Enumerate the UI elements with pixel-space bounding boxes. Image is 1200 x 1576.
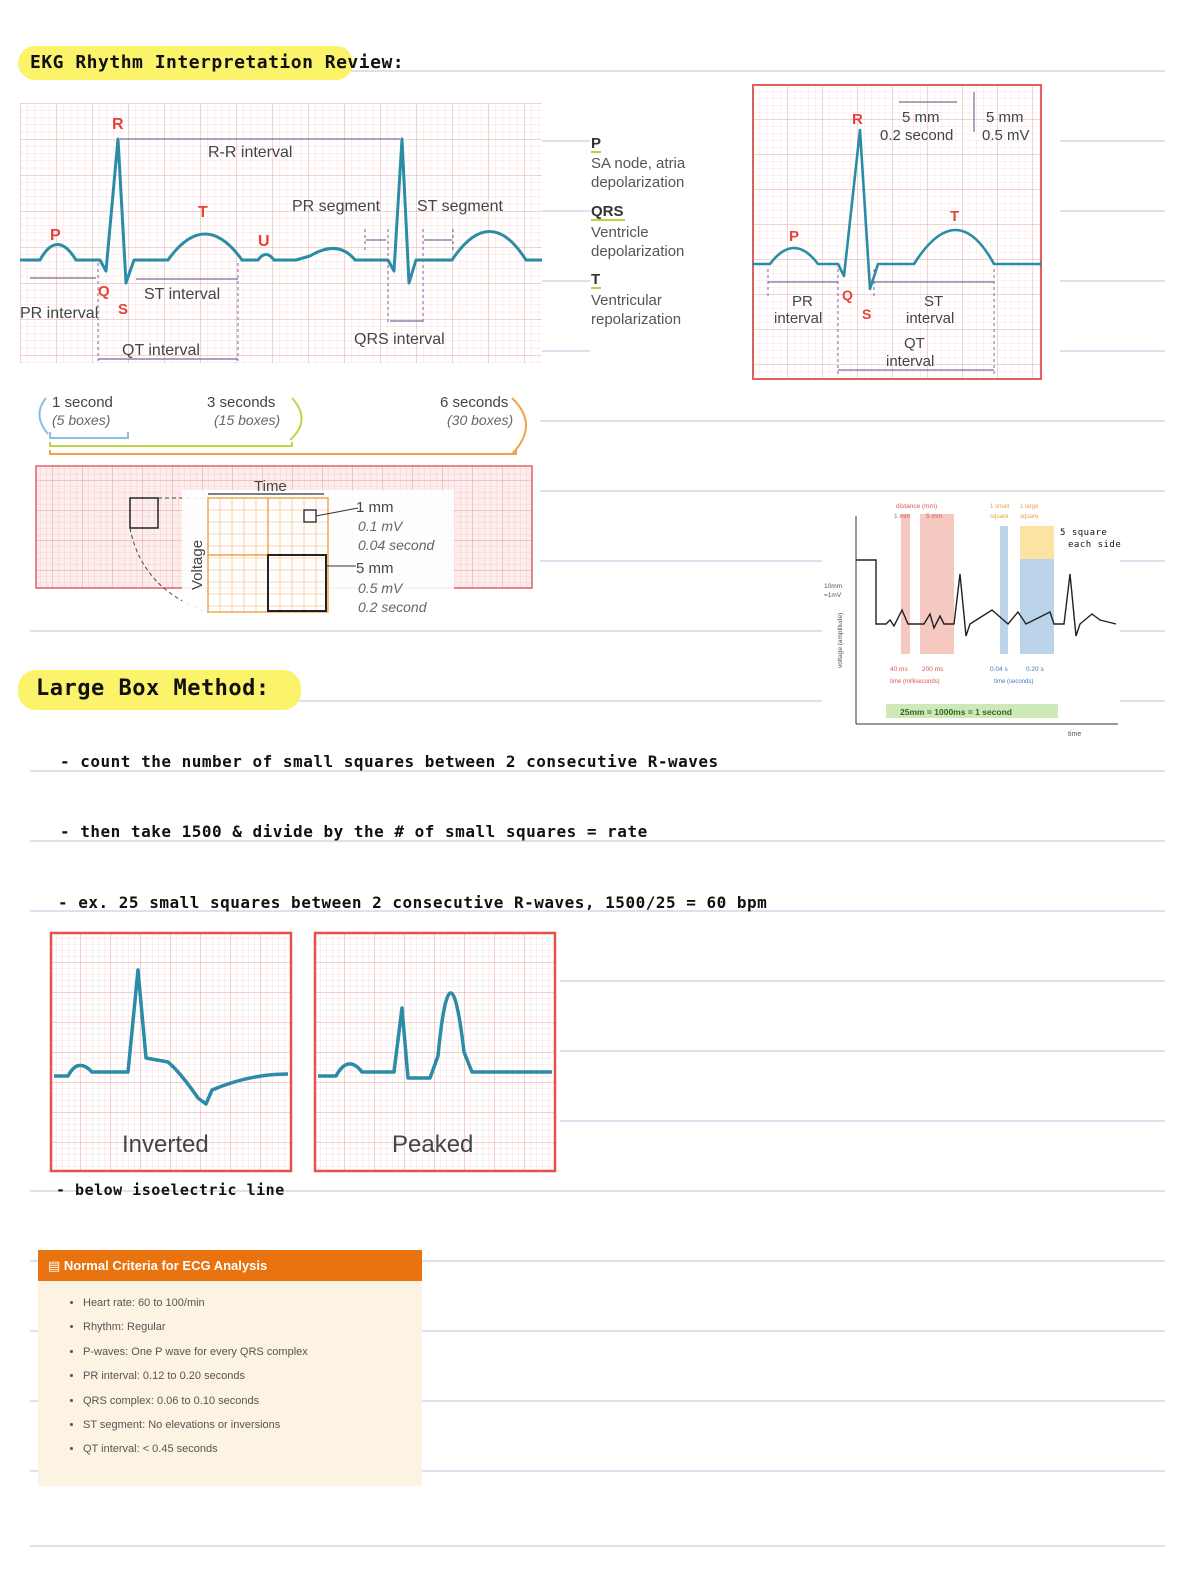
legend-t-title: T <box>591 271 601 288</box>
scale-large-sq1: 1 large <box>1020 504 1039 510</box>
label-p: P <box>50 227 61 244</box>
right-label-q: Q <box>842 287 853 303</box>
large-box-02sec: 0.2 second <box>358 599 427 615</box>
legend-p-desc1: SA node, atria <box>591 155 686 172</box>
right-qt-2: interval <box>886 353 935 370</box>
timing-diagram <box>22 390 540 618</box>
qrs-interval-label: QRS interval <box>354 331 445 348</box>
small-box-1mm: 1 mm <box>356 499 394 516</box>
timing-3-seconds: 3 seconds <box>207 394 276 411</box>
small-box-01mv: 0.1 mV <box>358 518 403 534</box>
right-st-2: interval <box>906 310 955 327</box>
scale-200ms: 200 ms <box>922 666 944 673</box>
scale-40ms: 40 ms <box>890 666 908 673</box>
timing-5-boxes: (5 boxes) <box>52 412 111 428</box>
normal-criteria-card <box>38 1250 422 1486</box>
right-st-1: ST <box>924 293 944 310</box>
large-box-5mm: 5 mm <box>356 560 394 577</box>
legend-t-desc1: Ventricular <box>591 292 662 309</box>
right-5mm-a: 5 mm <box>902 109 940 126</box>
page-title: EKG Rhythm Interpretation Review: <box>30 52 405 73</box>
label-s: S <box>118 301 129 318</box>
criteria-list <box>38 1291 422 1462</box>
timing-30-boxes: (30 boxes) <box>447 412 514 428</box>
timing-6-seconds: 6 seconds <box>440 394 509 411</box>
right-label-s: S <box>862 306 872 322</box>
legend-qrs-desc2: depolarization <box>591 243 685 260</box>
pr-interval-label: PR interval <box>20 305 99 322</box>
right-qt-1: QT <box>904 335 925 352</box>
right-5mm-b: 5 mm <box>986 109 1024 126</box>
scale-distance: distance (mm) <box>896 503 938 510</box>
scale-1mm: 1 mm <box>894 513 911 520</box>
right-pr-2: interval <box>774 310 823 327</box>
criteria-header <box>38 1250 422 1281</box>
label-r: R <box>112 116 124 133</box>
legend-t-desc2: repolarization <box>591 311 682 328</box>
legend-qrs-title: QRS <box>591 203 624 220</box>
list-item: • Heart rate: 60 to 100/min <box>83 1291 422 1315</box>
scale-large-sq2: square <box>1020 514 1039 520</box>
label-u: U <box>258 233 270 250</box>
peaked-wave-panel <box>314 932 556 1172</box>
rr-interval-label: R-R interval <box>208 144 293 161</box>
qt-interval-label: QT interval <box>122 342 200 359</box>
scale-calib2: =1mV <box>824 592 842 599</box>
scale-green-label: 25mm = 1000ms = 1 second <box>900 707 1012 717</box>
scale-small-sq2: square <box>990 514 1009 520</box>
pr-segment-label: PR segment <box>292 198 381 215</box>
right-label-t: T <box>950 208 960 225</box>
list-item: • QRS complex: 0.06 to 0.10 seconds <box>83 1389 422 1413</box>
right-pr-1: PR <box>792 293 813 310</box>
large-box-05mv: 0.5 mV <box>358 580 403 596</box>
right-label-r: R <box>852 111 863 128</box>
scale-note-1: 5 square <box>1060 528 1108 538</box>
ecg-main-diagram <box>20 103 542 363</box>
timing-voltage-label: Voltage <box>189 539 206 590</box>
legend-p-title: P <box>591 135 602 152</box>
inverted-wave-panel <box>50 932 292 1172</box>
scale-004s: 0.04 s <box>990 666 1008 673</box>
scale-calib1: 10mm <box>824 583 843 590</box>
scale-020s: 0.20 s <box>1026 666 1044 673</box>
small-box-004sec: 0.04 second <box>358 537 435 553</box>
note-line-3: - ex. 25 small squares between 2 consecutive R-waves, 1500/25 = 60 bpm <box>58 893 768 912</box>
inverted-label: Inverted <box>122 1131 209 1158</box>
timing-15-boxes: (15 boxes) <box>214 412 281 428</box>
list-item: • P-waves: One P wave for every QRS complex <box>83 1340 422 1364</box>
scale-note-2: each side <box>1068 540 1122 550</box>
peaked-label: Peaked <box>392 1131 474 1158</box>
list-item: • ST segment: No elevations or inversions <box>83 1413 422 1437</box>
label-q: Q <box>98 283 110 300</box>
list-item: • Rhythm: Regular <box>83 1315 422 1339</box>
scale-ms-label: time (milliseconds) <box>890 679 940 685</box>
list-item: • QT interval: < 0.45 seconds <box>83 1437 422 1461</box>
legend-p-desc2: depolarization <box>591 174 685 191</box>
label-t: T <box>198 204 208 221</box>
timing-1-second: 1 second <box>52 394 113 411</box>
ecg-right-diagram <box>752 84 1042 380</box>
note-line-1: - count the number of small squares between 2 consecutive R-waves <box>60 752 719 771</box>
section2-title: Large Box Method: <box>36 676 270 701</box>
st-interval-label: ST interval <box>144 286 221 303</box>
scale-ylabel: voltage (amplitude) <box>837 612 844 668</box>
legend-qrs-desc1: Ventricle <box>591 224 649 241</box>
list-item: • PR interval: 0.12 to 0.20 seconds <box>83 1364 422 1388</box>
scale-5mm: 5 mm <box>926 513 943 520</box>
st-segment-label: ST segment <box>417 198 503 215</box>
criteria-title: Normal Criteria for ECG Analysis <box>63 1258 268 1273</box>
right-05-mv: 0.5 mV <box>982 127 1030 144</box>
clipboard-icon: ▤ <box>48 1258 61 1273</box>
right-label-p: P <box>789 228 800 245</box>
scale-s-label: time (seconds) <box>994 679 1034 685</box>
wave-legend <box>585 130 725 340</box>
timing-time-label: Time <box>254 478 287 495</box>
scale-time-label: time <box>1068 731 1082 738</box>
note-line-2: - then take 1500 & divide by the # of small squares = rate <box>60 822 648 841</box>
right-02-second: 0.2 second <box>880 127 954 144</box>
scale-small-sq1: 1 small <box>990 504 1010 510</box>
note-line-4: - below isoelectric line <box>56 1181 285 1199</box>
